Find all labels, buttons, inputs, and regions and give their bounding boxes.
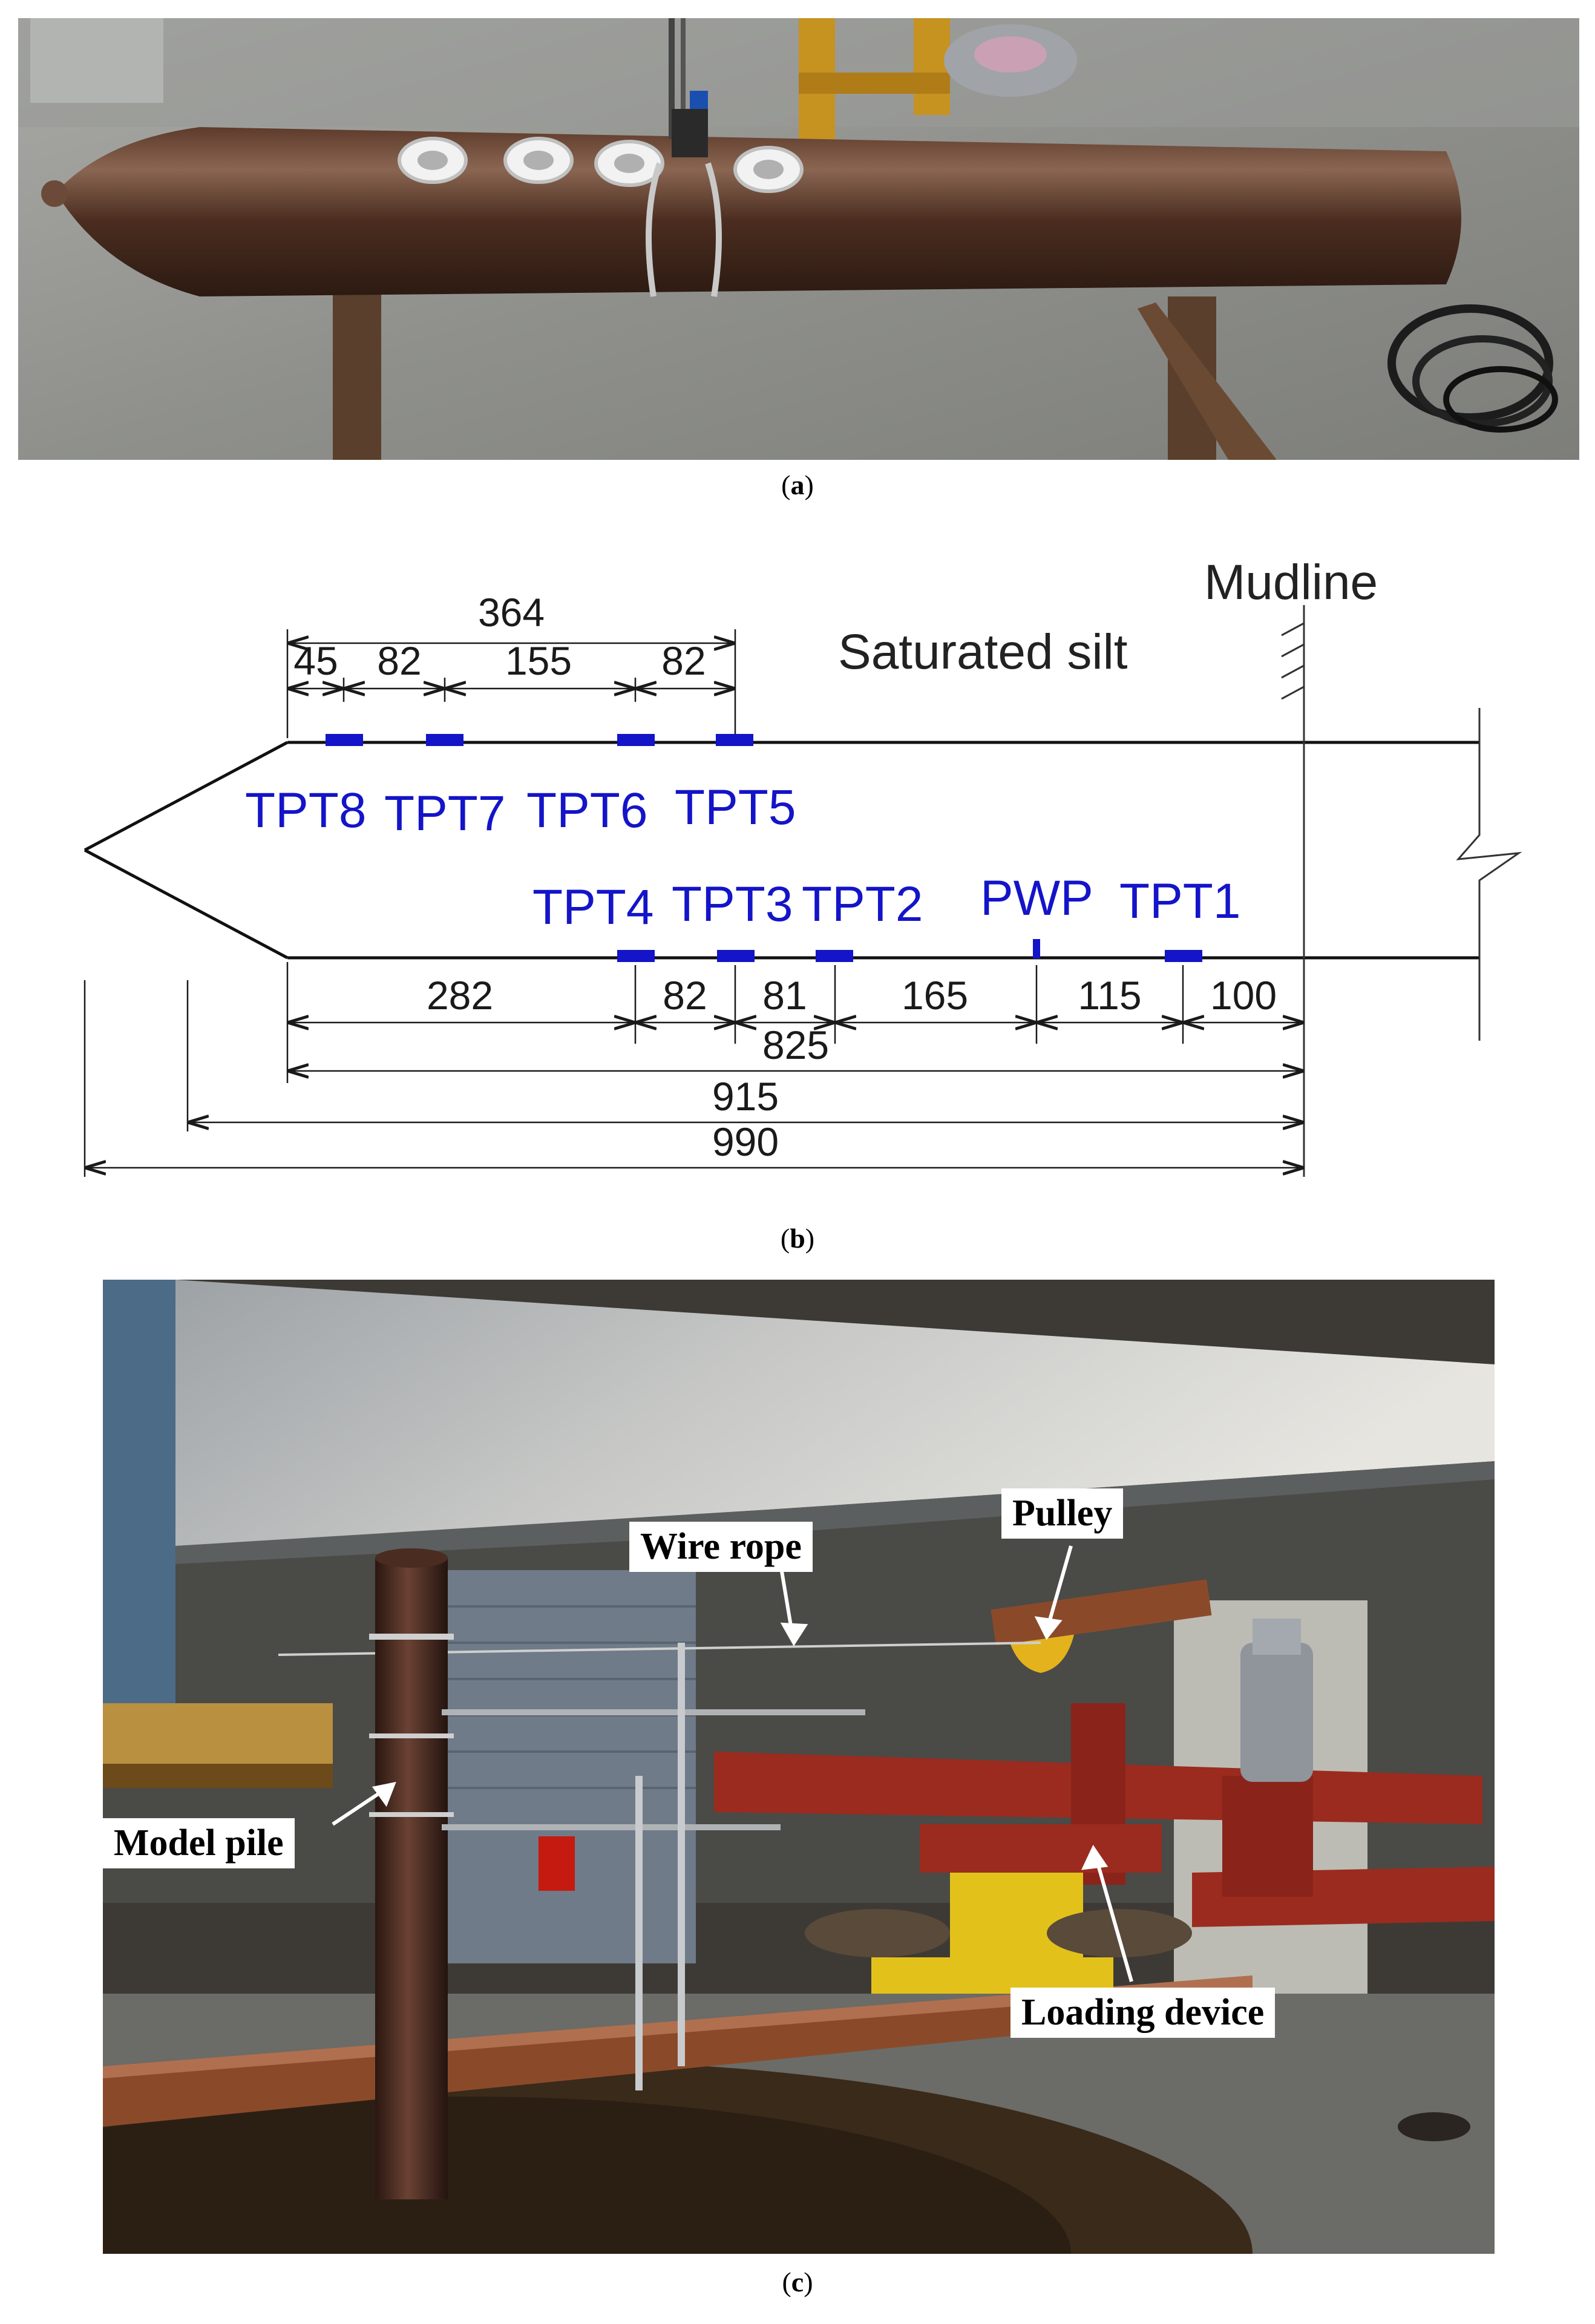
schematic-svg [0, 532, 1595, 1210]
sensor-tpt2: TPT2 [802, 877, 923, 932]
sensor-tpt7: TPT7 [384, 786, 506, 841]
sensor-tpt6: TPT6 [526, 783, 648, 838]
caption-c-letter: c [791, 2267, 804, 2297]
dim-bottom-4: 115 [1078, 973, 1142, 1018]
dim-825: 825 [762, 1023, 830, 1067]
top-sensor-marks [326, 734, 753, 746]
soil-label: Saturated silt [838, 624, 1128, 679]
sensor-tpt1: TPT1 [1119, 874, 1241, 929]
label-wire-rope: Wire rope [629, 1522, 813, 1572]
sensor-tpt5: TPT5 [675, 780, 796, 835]
dim-top-1: 82 [377, 638, 422, 683]
label-pulley: Pulley [1001, 1488, 1123, 1539]
photo-a-drawing [18, 18, 1579, 460]
label-loading-device: Loading device [1010, 1988, 1275, 2038]
dim-top-total: 364 [477, 590, 545, 635]
sensor-tpt3: TPT3 [672, 877, 793, 932]
mudline-label: Mudline [1204, 555, 1378, 610]
caption-a: (a) [781, 470, 814, 500]
dim-top-3: 82 [661, 638, 706, 683]
dim-top-2: 155 [505, 638, 572, 683]
dim-bottom-3: 165 [901, 973, 969, 1018]
dim-bottom-5: 100 [1210, 973, 1277, 1018]
caption-b: (b) [780, 1223, 815, 1254]
photo-c-test-setup [103, 1280, 1495, 2254]
photo-c-drawing [103, 1280, 1495, 2254]
dim-top-0: 45 [293, 638, 338, 683]
caption-c: (c) [782, 2267, 813, 2297]
panel-b-schematic [0, 532, 1595, 1210]
sensor-tpt8: TPT8 [245, 783, 367, 838]
sensor-tpt4: TPT4 [532, 880, 654, 935]
caption-a-letter: a [790, 470, 805, 500]
dim-990: 990 [712, 1119, 779, 1164]
dim-bottom-0: 282 [426, 973, 494, 1018]
mudline-hatch [1282, 623, 1304, 699]
dim-bottom-1: 82 [663, 973, 707, 1018]
break-symbol [1458, 708, 1519, 1041]
label-model-pile: Model pile [103, 1818, 295, 1868]
sensor-pwp: PWP [980, 871, 1093, 926]
photo-a-model-pile [18, 18, 1579, 460]
dim-915: 915 [712, 1074, 779, 1119]
dim-bottom-2: 81 [762, 973, 807, 1018]
caption-b-letter: b [790, 1223, 805, 1254]
